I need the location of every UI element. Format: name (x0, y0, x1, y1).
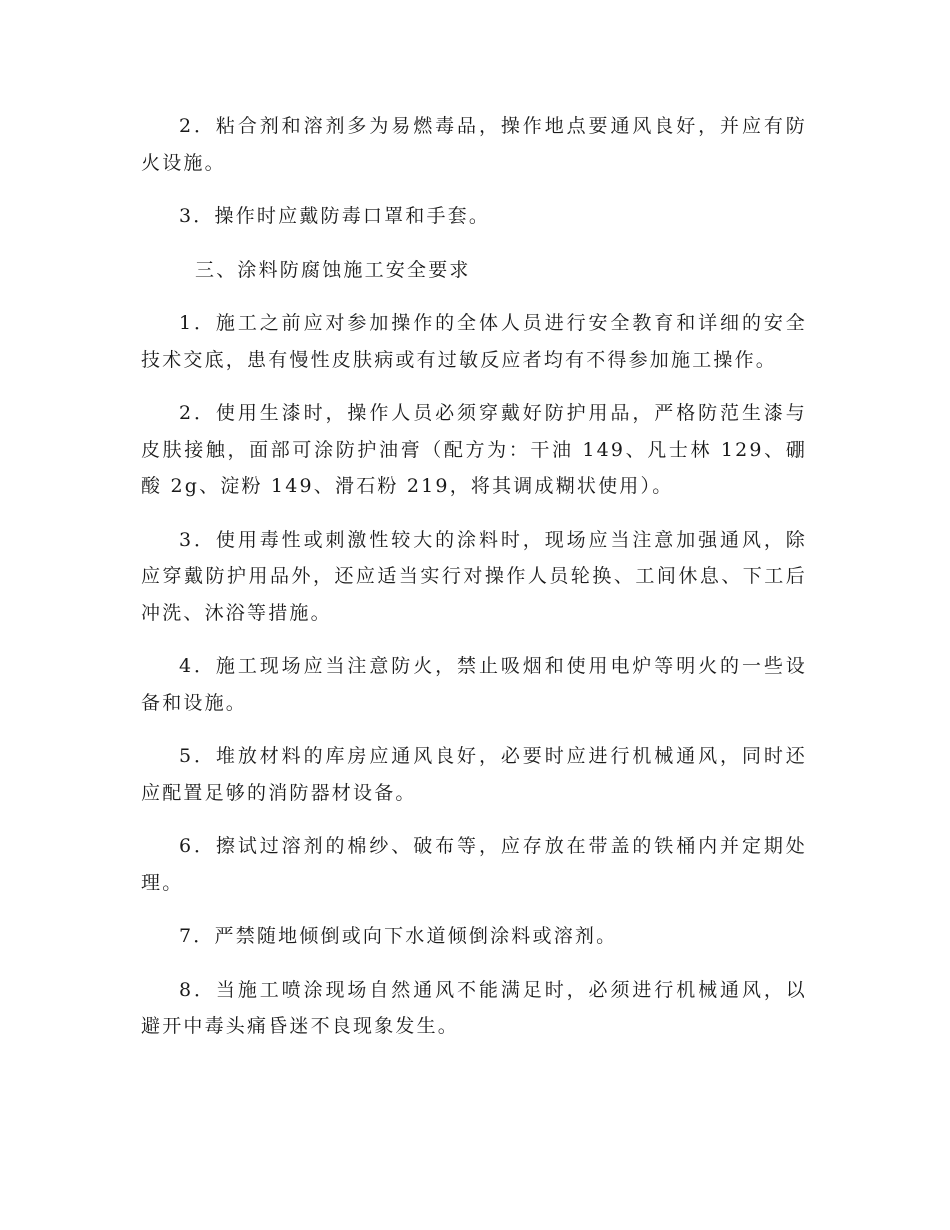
paragraph-gap (141, 901, 807, 918)
paragraph-raw-lacquer: 2．使用生漆时，操作人员必须穿戴好防护用品，严格防范生漆与皮肤接触，面部可涂防护油膏（配方为：干油 149、凡士林 129、硼酸 2g、淀粉 149、滑石粉 219，将其调成糊状使用）。 (141, 402, 807, 497)
paragraph-gap (141, 505, 807, 522)
paragraph-gap (141, 235, 807, 252)
paragraph-gap (141, 288, 807, 305)
paragraph-fire-prevention: 4．施工现场应当注意防火，禁止吸烟和使用电炉等明火的一些设备和设施。 (141, 655, 807, 714)
paragraph-gap (141, 378, 807, 395)
paragraph-mechanical-ventilation: 8．当施工喷涂现场自然通风不能满足时，必须进行机械通风，以避开中毒头痛昏迷不良现象发生。 (141, 978, 807, 1037)
section-heading: 三、涂料防腐蚀施工安全要求 (195, 258, 471, 281)
paragraph-gap (141, 181, 807, 198)
paragraph-gap (141, 811, 807, 828)
document-body (141, 108, 807, 1045)
paragraph-gas-mask: 3．操作时应戴防毒口罩和手套。 (179, 205, 491, 227)
paragraph-adhesive-solvent: 2．粘合剂和溶剂多为易燃毒品，操作地点要通风良好，并应有防火设施。 (141, 115, 807, 174)
paragraph-safety-education: 1．施工之前应对参加操作的全体人员进行安全教育和详细的安全技术交底，患有慢性皮肤病或有过敏反应者均有不得参加施工操作。 (141, 312, 807, 371)
paragraph-gap (141, 631, 807, 648)
paragraph-gap (141, 955, 807, 972)
paragraph-rag-disposal: 6．擦试过溶剂的棉纱、破布等，应存放在带盖的铁桶内并定期处理。 (141, 835, 807, 894)
paragraph-gap (141, 721, 807, 738)
paragraph-no-dumping: 7．严禁随地倾倒或向下水道倾倒涂料或溶剂。 (179, 925, 618, 947)
paragraph-toxic-coatings: 3．使用毒性或刺激性较大的涂料时，现场应当注意加强通风，除应穿戴防护用品外，还应适当实行对操作人员轮换、工间休息、下工后冲洗、沐浴等措施。 (141, 528, 807, 624)
paragraph-storage-ventilation: 5．堆放材料的库房应通风良好，必要时应进行机械通风，同时还应配置足够的消防器材设备。 (141, 745, 807, 804)
